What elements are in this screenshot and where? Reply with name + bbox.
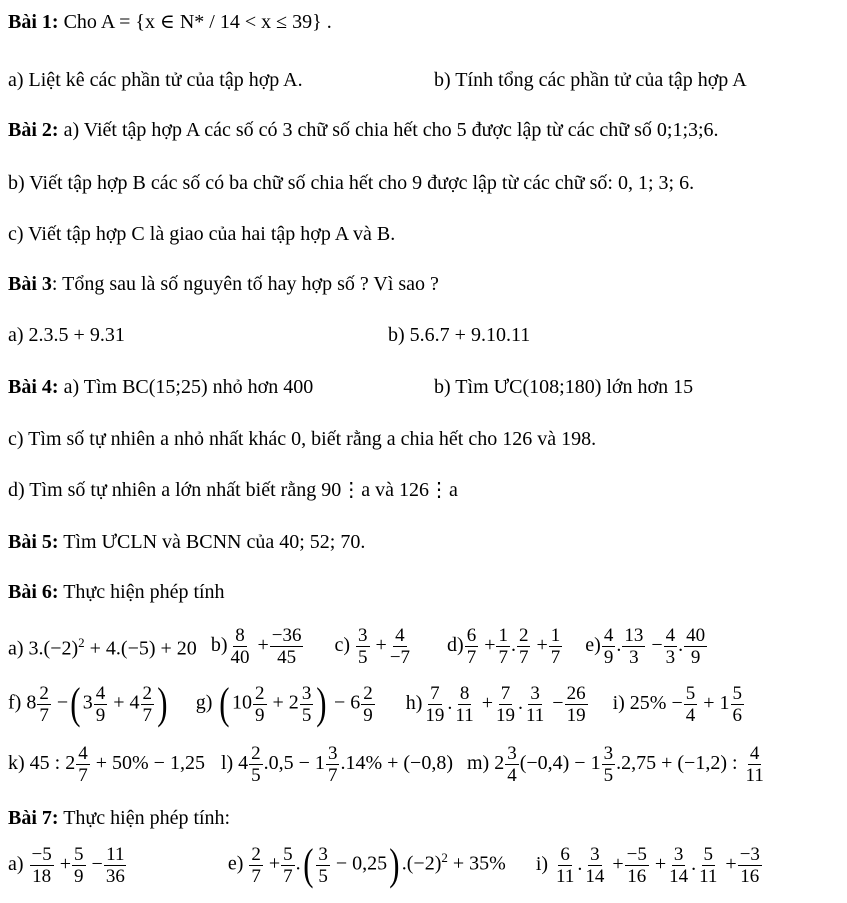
bai6-b: b) $\frac{8}{40}$ + $\frac{-36}{45}$: [210, 624, 302, 668]
bai6-row2: [8, 680, 745, 728]
bai7-a: a) $\frac{-5}{18}$ + $\frac{5}{9}$ − $\frac{11}{36}$: [8, 843, 125, 887]
bai3-part-b: b) 5.6.7 + 9.10.11: [388, 324, 531, 346]
bai6-row3: [8, 740, 767, 788]
bai6-e: e) $\frac{4}{9}$ . $\frac{13}{3}$ − $\frac{4}{3}$ . $\frac{40}{9}$: [585, 624, 706, 668]
bai6-row1: [8, 622, 708, 670]
bai4-part-d: d) Tìm số tự nhiên a lớn nhất biết rằng 90⋮a và 126⋮a: [8, 479, 458, 501]
bai1-set-expression: A = {x ∈ N* / 14 < x ≤ 39} .: [100, 11, 332, 33]
bai7-text: Thực hiện phép tính:: [63, 807, 231, 829]
bai7-i: i) $\frac{6}{11}$ . $\frac{3}{14}$ + $\frac{-5}{16}$ + $\frac{3}{14}$ . $\frac{5}{11}$ + $\frac{-3}{16}$: [535, 843, 760, 887]
bai5-label: Bài 5:: [8, 531, 59, 553]
bai6-heading: [8, 580, 225, 604]
bai2-part-a: a) Viết tập hợp A các số có 3 chữ số chia hết cho 5 được lập từ các chữ số 0;1;3;6.: [63, 119, 719, 141]
bai6-a: a) $3.(-2)^2 + 4.(-5) + 20$: [8, 635, 197, 660]
bai1-text: Cho: [63, 11, 97, 33]
bai1-part-a: a) Liệt kê các phần tử của tập hợp A.: [8, 69, 303, 91]
bai4-part-b: b) Tìm ƯC(108;180) lớn hơn 15: [434, 376, 694, 398]
bai7-heading: [8, 806, 230, 830]
bai5-heading: [8, 530, 365, 554]
bai7-label: Bài 7:: [8, 807, 59, 829]
bai6-label: Bài 6:: [8, 581, 59, 603]
bai1-label: Bài 1:: [8, 11, 59, 33]
bai2-label: Bài 2:: [8, 119, 59, 141]
bai3-text: : Tổng sau là số nguyên tố hay hợp số ? Vì sao ?: [51, 273, 439, 295]
bai6-i: i) 25% − $\frac{5}{4}$ + 1 $\frac{5}{6}$: [612, 682, 743, 726]
bai2-part-c: c) Viết tập hợp C là giao của hai tập hợp A và B.: [8, 223, 396, 245]
bai2-heading: [8, 118, 719, 142]
bai3-part-a: a) 2.3.5 + 9.31: [8, 324, 125, 346]
bai4-heading: [8, 375, 313, 399]
bai7-row1: [8, 840, 763, 890]
bai6-text: Thực hiện phép tính: [63, 581, 225, 603]
bai6-f: f) 8 $\frac{2}{7}$ −( 3 $\frac{4}{9}$ + 4 $\frac{2}{7}$ ): [8, 679, 168, 728]
bai6-h: h) $\frac{7}{19}$ . $\frac{8}{11}$ + $\frac{7}{19}$ . $\frac{3}{11}$ − $\frac{26}{19}$: [405, 682, 586, 726]
bai4-part-c: c) Tìm số tự nhiên a nhỏ nhất khác 0, biết rằng a chia hết cho 126 và 198.: [8, 428, 597, 450]
bai6-g: g) ( 10 $\frac{2}{9}$ + 2 $\frac{3}{5}$ ) − 6 $\frac{2}{9}$: [195, 679, 373, 728]
bai4-label: Bài 4:: [8, 376, 59, 398]
bai1-heading: [8, 10, 332, 34]
bai4-part-a: a) Tìm BC(15;25) nhỏ hơn 400: [63, 376, 314, 398]
bai6-c: c) $\frac{3}{5}$ + $\frac{4}{-7}$: [334, 624, 411, 668]
bai6-l: l) 4 $\frac{2}{5}$ .0,5 − 1 $\frac{3}{7}$ .14% + (−0,8): [220, 742, 453, 786]
bai6-k: k) 45 : 2 $\frac{4}{7}$ + 50% − 1,25: [8, 742, 205, 786]
bai1-part-b: b) Tính tổng các phần tử của tập hợp A: [434, 69, 747, 91]
bai3-heading: [8, 272, 439, 296]
bai2-part-b: b) Viết tập hợp B các số có ba chữ số chia hết cho 9 được lập từ các chữ số: 0, 1; 3; 6.: [8, 172, 695, 194]
bai5-text: Tìm ƯCLN và BCNN của 40; 52; 70.: [63, 531, 366, 553]
bai7-e: e) $\frac{2}{7}$ + $\frac{5}{7}$ .( $\frac{3}{5}$ − 0,25) $.(-2)^2 + 35\%$: [227, 840, 506, 889]
bai6-m: m) 2 $\frac{3}{4}$ (−0,4) − 1 $\frac{3}{5}$ .2,75 + (−1,2) : $\frac{4}{11}$: [466, 742, 764, 786]
bai6-d: d) $\frac{6}{7}$ + $\frac{1}{7}$ . $\frac{2}{7}$ + $\frac{1}{7}$: [447, 624, 561, 668]
bai3-label: Bài 3: [8, 273, 52, 295]
